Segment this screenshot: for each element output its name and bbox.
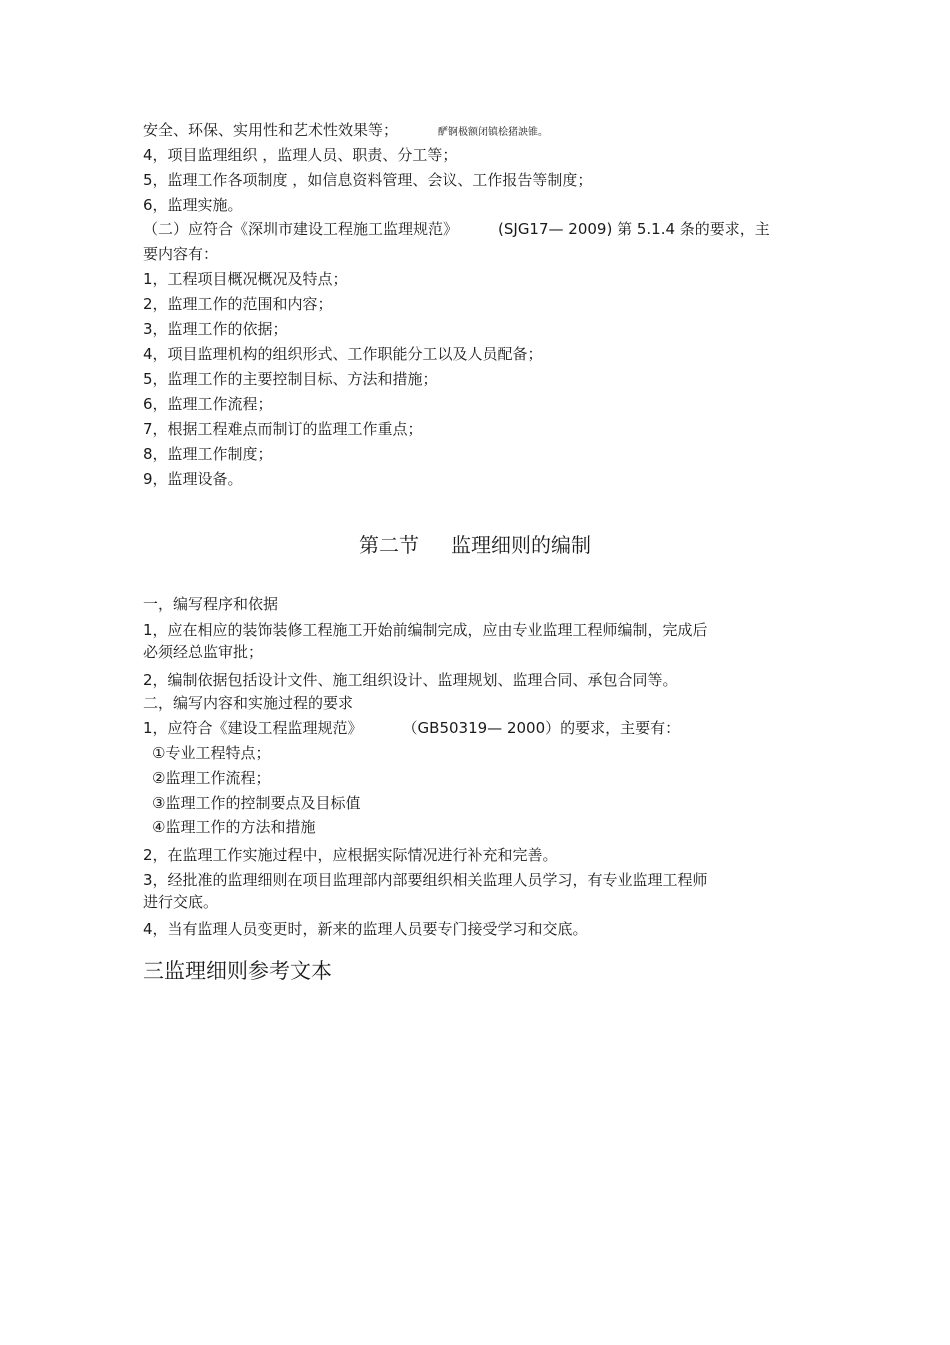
text-line: 2，在监理工作实施过程中，应根据实际情况进行补充和完善。 — [143, 846, 558, 864]
text-line — [143, 718, 680, 738]
list-item: 4，项目监理机构的组织形式、工作职能分工以及人员配备； — [143, 345, 543, 363]
section-number: 第二节 — [359, 533, 419, 557]
list-item: ②监理工作流程； — [152, 769, 271, 787]
text-span: (SJG17— 2009) 第 5.1.4 条的要求，主 — [498, 220, 770, 238]
text-line: 3，经批准的监理细则在项目监理部内部要组织相关监理人员学习，有专业监理工程师 — [143, 871, 708, 889]
text-span: 安全、环保、实用性和艺术性效果等； — [143, 121, 399, 139]
list-item: 5，监理工作的主要控制目标、方法和措施； — [143, 370, 438, 388]
text-line: 5，监理工作各项制度 ，如信息资料管理、会议、工作报告等制度； — [143, 171, 593, 189]
list-item: ①专业工程特点； — [152, 744, 271, 762]
list-item: 2，监理工作的范围和内容； — [143, 295, 333, 313]
list-item: 3，监理工作的依据； — [143, 320, 288, 338]
text-line: 一，编写程序和依据 — [143, 595, 279, 613]
section-title: 监理细则的编制 — [451, 533, 591, 557]
text-span: 1，应符合《建设工程监理规范》 — [143, 719, 363, 737]
list-item: 7，根据工程难点而制订的监理工作重点； — [143, 420, 423, 438]
text-line: 4，当有监理人员变更时，新来的监理人员要专门接受学习和交底。 — [143, 920, 588, 938]
text-span: （二）应符合《深圳市建设工程施工监理规范》 — [143, 220, 459, 238]
text-span: （GB50319— 2000）的要求，主要有： — [402, 719, 681, 737]
section-heading — [0, 529, 950, 558]
text-line — [143, 219, 770, 239]
garbled-text: 酽锕极额闭镇桧猪詇锥。 — [438, 127, 549, 138]
text-line: 2，编制依据包括设计文件、施工组织设计、监理规划、监理合同、承包合同等。 — [143, 671, 678, 689]
subsection-heading: 三监理细则参考文本 — [143, 959, 332, 983]
text-line: 4，项目监理组织 ，监理人员、职责、分工等； — [143, 146, 458, 164]
list-item: ③监理工作的控制要点及目标值 — [152, 794, 361, 812]
list-item: 8，监理工作制度； — [143, 445, 273, 463]
text-line — [143, 120, 548, 143]
list-item: 9，监理设备。 — [143, 470, 243, 488]
text-line: 二，编写内容和实施过程的要求 — [143, 694, 354, 712]
list-item: 6，监理工作流程； — [143, 395, 273, 413]
text-line: 必须经总监审批； — [143, 643, 264, 661]
text-line: 6，监理实施。 — [143, 196, 243, 214]
text-line: 要内容有： — [143, 245, 219, 263]
list-item: 1，工程项目概况概况及特点； — [143, 270, 348, 288]
text-line: 1，应在相应的装饰装修工程施工开始前编制完成，应由专业监理工程师编制，完成后 — [143, 621, 708, 639]
text-line: 进行交底。 — [143, 893, 219, 911]
list-item: ④监理工作的方法和措施 — [152, 818, 316, 836]
